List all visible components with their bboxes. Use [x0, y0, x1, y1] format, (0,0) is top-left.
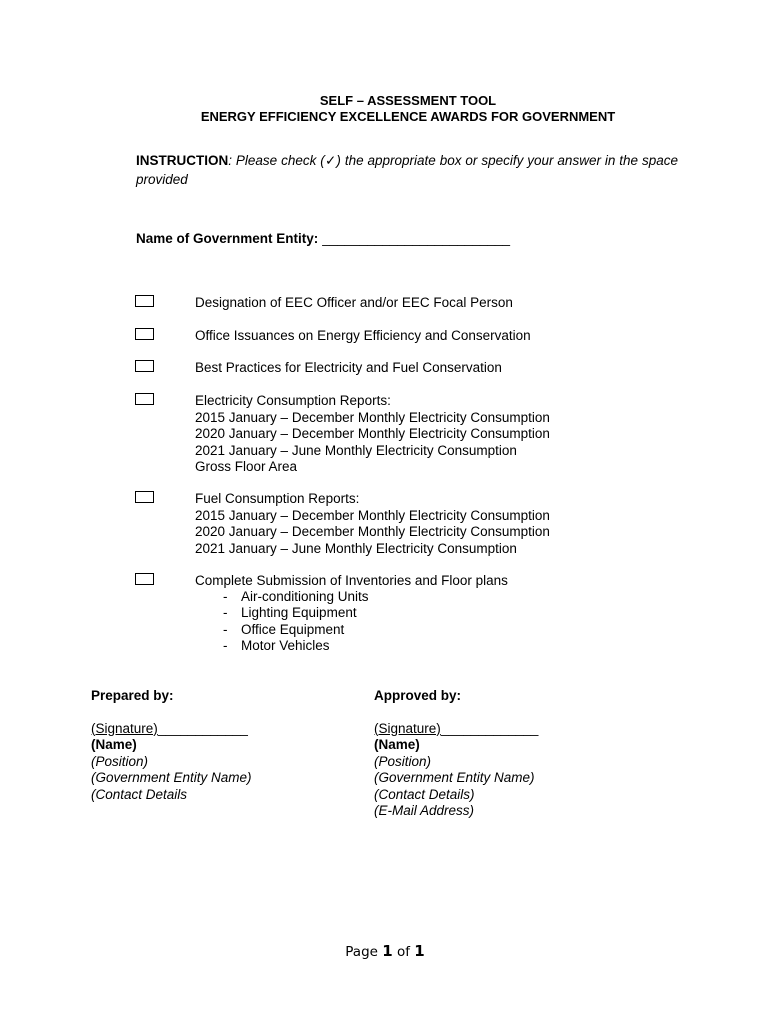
approved-entity: (Government Entity Name)	[374, 770, 535, 785]
checklist-item-detail: 2021 January – June Monthly Electricity Consumption	[195, 442, 517, 458]
page-word: Page	[345, 944, 378, 960]
checklist-item-heading: Complete Submission of Inventories and Floor plans	[195, 573, 508, 588]
current-page: 1	[382, 942, 393, 960]
document-subtitle: ENERGY EFFICIENCY EXCELLENCE AWARDS FOR GOVERNMENT	[200, 109, 616, 124]
checklist-item-detail: 2020 January – December Monthly Electricity Consumption	[195, 524, 550, 539]
checklist-item-detail: 2021 January – June Monthly Electricity Consumption	[195, 540, 517, 556]
checkbox-fuel-reports[interactable]	[135, 491, 154, 503]
checklist-item-heading: Fuel Consumption Reports:	[195, 491, 360, 506]
checklist-item-detail: 2015 January – December Monthly Electricity Consumption	[195, 507, 550, 523]
document-title: SELF – ASSESSMENT TOOL	[319, 93, 497, 108]
prepared-by-block	[91, 688, 252, 803]
checkbox-electricity-reports[interactable]	[135, 393, 154, 405]
list-item: - Air-conditioning Units	[223, 589, 369, 604]
approved-name: (Name)	[374, 737, 420, 752]
checklist-item-text: Office Issuances on Energy Efficiency and Conservation	[195, 328, 531, 343]
inventory-bullet-list	[223, 589, 369, 655]
checklist-item-fuel-reports	[195, 491, 550, 557]
checkbox-best-practices[interactable]	[135, 360, 154, 372]
checklist-item-detail: 2020 January – December Monthly Electricity Consumption	[195, 426, 550, 441]
instruction-label: INSTRUCTION	[136, 153, 229, 168]
checkbox-inventories[interactable]	[135, 573, 154, 585]
checklist-item-detail: Gross Floor Area	[195, 459, 298, 474]
entity-name-field	[136, 230, 510, 247]
checklist-item-office-issuances	[195, 328, 531, 345]
prepared-signature-line[interactable]: (Signature)____________	[91, 720, 248, 736]
checkbox-office-issuances[interactable]	[135, 328, 154, 340]
prepared-name: (Name)	[91, 737, 137, 752]
list-item: - Motor Vehicles	[223, 638, 330, 654]
total-pages: 1	[414, 942, 425, 960]
prepared-position: (Position)	[91, 753, 149, 769]
approved-by-heading: Approved by:	[374, 688, 462, 703]
checklist-item-inventories	[195, 573, 508, 590]
checklist-item-heading: Electricity Consumption Reports:	[195, 393, 391, 408]
entity-name-label: Name of Government Entity:	[136, 231, 319, 246]
checklist-item-detail: 2015 January – December Monthly Electricity Consumption	[195, 409, 550, 425]
checklist-item-text: Best Practices for Electricity and Fuel Conservation	[195, 360, 502, 375]
approved-by-block	[374, 688, 538, 820]
list-item: - Lighting Equipment	[223, 605, 357, 621]
checklist-item-eec-officer	[195, 295, 513, 312]
prepared-entity: (Government Entity Name)	[91, 770, 252, 785]
checkbox-eec-officer[interactable]	[135, 295, 154, 307]
approved-signature-line[interactable]: (Signature)_____________	[374, 720, 539, 736]
approved-contact: (Contact Details)	[374, 786, 475, 802]
approved-position: (Position)	[374, 753, 432, 769]
list-item: - Office Equipment	[223, 621, 345, 637]
checklist-item-best-practices	[195, 360, 502, 377]
prepared-by-heading: Prepared by:	[91, 688, 174, 703]
instruction-text: : Please check (✓) the appropriate box or specify your answer in the space provided	[136, 153, 678, 187]
entity-name-blank[interactable]: _________________________	[322, 231, 510, 246]
checklist-item-text: Designation of EEC Officer and/or EEC Focal Person	[195, 295, 513, 310]
page-number-footer	[0, 942, 770, 960]
of-word: of	[396, 944, 410, 960]
prepared-contact: (Contact Details	[91, 786, 188, 802]
instruction-paragraph	[136, 152, 678, 189]
approved-email: (E-Mail Address)	[374, 803, 475, 818]
checklist-item-electricity-reports	[195, 393, 550, 476]
